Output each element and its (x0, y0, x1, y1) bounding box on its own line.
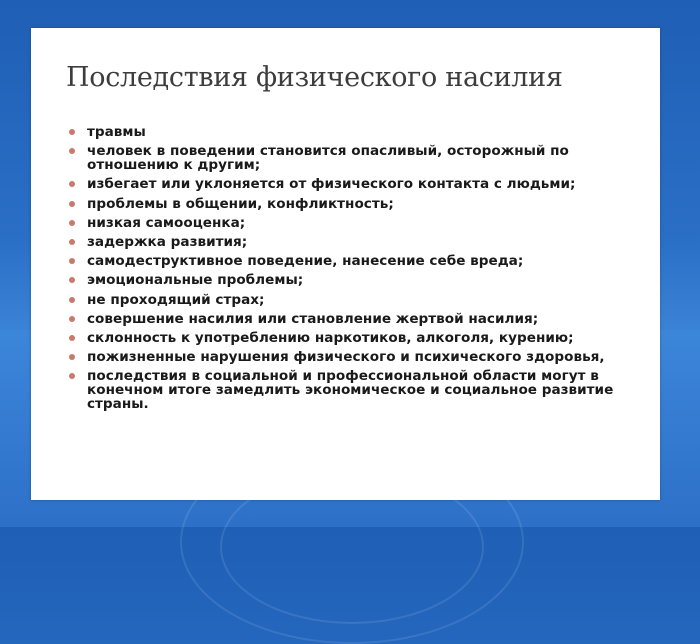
list-item-text: человек в поведении становится опасливый, осторожный по отношению к другим; (87, 143, 569, 174)
list-item-text: проблемы в общении, конфликтность; (87, 195, 394, 212)
list-item-text: пожизненные нарушения физического и психического здоровья, (87, 349, 605, 366)
slide-card (31, 28, 660, 500)
bullet-icon (69, 277, 75, 283)
list-item-text: эмоциональные проблемы; (87, 272, 304, 289)
list-item-text: склонность к употреблению наркотиков, алкоголя, курению; (87, 329, 574, 346)
bullet-icon (69, 258, 75, 264)
list-item-text: избегает или уклоняется от физического контакта с людьми; (87, 176, 576, 193)
list-item (67, 273, 647, 287)
bullet-icon (69, 181, 75, 187)
list-item (67, 235, 647, 249)
bullet-icon (69, 239, 75, 245)
bullet-icon (69, 220, 75, 226)
consequences-list (67, 125, 647, 416)
bullet-icon (69, 297, 75, 303)
list-item (67, 216, 647, 230)
list-item-text: не проходящий страх; (87, 291, 265, 308)
slide-title: Последствия физического насилия (66, 62, 563, 93)
list-item (67, 312, 647, 326)
list-item-text: самодеструктивное поведение, нанесение себе вреда; (87, 253, 524, 270)
bullet-icon (69, 335, 75, 341)
list-item (67, 177, 647, 191)
list-item (67, 125, 647, 139)
list-item-text: задержка развития; (87, 233, 248, 250)
list-item (67, 254, 647, 268)
list-item (67, 350, 647, 364)
bullet-icon (69, 129, 75, 135)
list-item-text: травмы (87, 124, 146, 140)
list-item (67, 197, 647, 211)
list-item (67, 331, 647, 345)
bullet-icon (69, 316, 75, 322)
bullet-icon (69, 201, 75, 207)
bullet-icon (69, 148, 75, 154)
list-item (67, 293, 647, 307)
list-item-text: низкая самооценка; (87, 214, 246, 231)
list-item-text: последствия в социальной и профессиональной области могут в конечном итоге замедлить экономическое и социальное развитие страны. (87, 368, 614, 413)
bullet-icon (69, 354, 75, 360)
list-item (67, 369, 647, 411)
bullet-icon (69, 373, 75, 379)
list-item-text: совершение насилия или становление жертвой насилия; (87, 310, 539, 327)
list-item (67, 144, 647, 172)
